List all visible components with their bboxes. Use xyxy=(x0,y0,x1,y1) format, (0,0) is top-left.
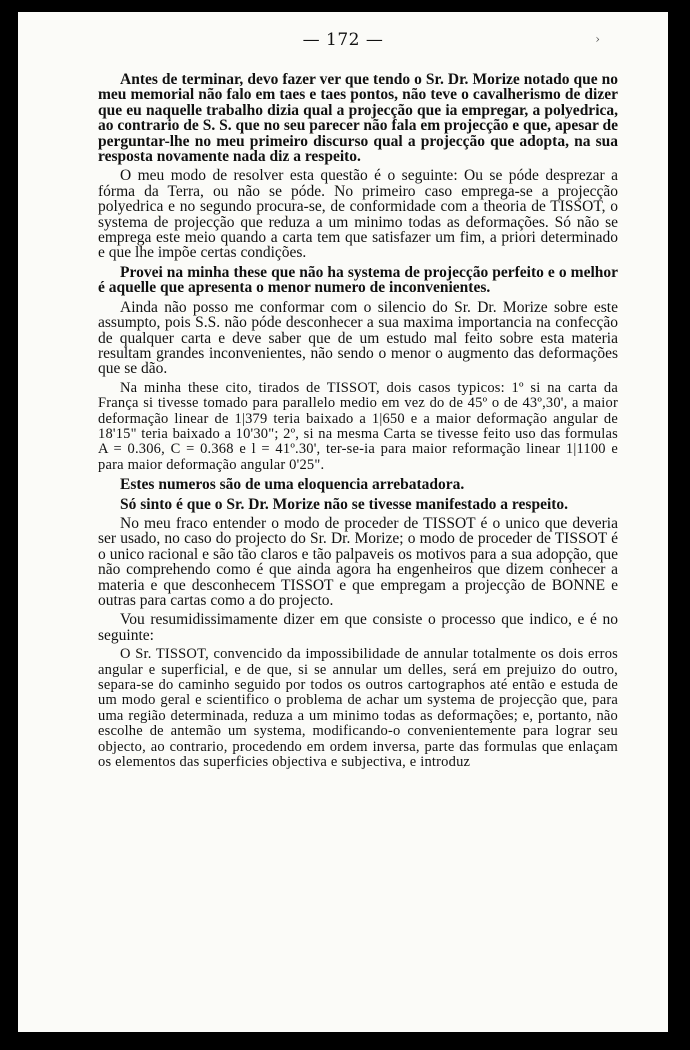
paragraph: O meu modo de resolver esta questão é o seguinte: Ou se póde desprezar a fórma da Terra, ou não se póde. No primeiro caso emprega-se a projecção polyedrica e no segundo procura-se, de conformidade com a theoria de TISSOT, o systema de projecção que reduza a um minimo todas as deformações. Só não se emprega este meio quando a carta tem que satisfazer um fim, a priori determinado e que lhe impõe certas condições. xyxy=(98,167,618,262)
paragraph: No meu fraco entender o modo de proceder de TISSOT é o unico que deveria ser usado, no caso do projecto do Sr. Dr. Morize; o modo de proceder de TISSOT é o unico racional e são tão claros e tão palpaveis os motivos para a sua adopção, que não comprehendo como é que ainda agora ha engenheiros que dizem conhecer a materia e que desconhecem TISSOT e que empregam a projecção de BONNE e outras para cartas como a do projecto. xyxy=(98,514,618,609)
paragraph: Ainda não posso me conformar com o silencio do Sr. Dr. Morize sobre este assumpto, pois S.S. não póde desconhecer a sua maxima importancia na confecção de qualquer carta e deve saber que de um estudo mal feito sobre esta materia resultam grandes inconvenientes, não sendo o menor o augmento das deformações que se dão. xyxy=(98,298,618,378)
body-text xyxy=(98,72,618,774)
corner-mark: › xyxy=(595,32,600,46)
paragraph: Só sinto é que o Sr. Dr. Morize não se tivesse manifestado a respeito. xyxy=(120,495,569,513)
paragraph: Antes de terminar, devo fazer ver que tendo o Sr. Dr. Morize notado que no meu memorial não falo em taes e taes pontos, não teve o cavalherismo de dizer que eu naquelle trabalho dizia qual a projecção que ia empregar, a polyedrica, ao contrario de S. S. que no seu parecer não fala em projecção e que, apesar de perguntar-lhe no meu primeiro discurso qual a projecção que adopta, na sua resposta novamente nada diz a respeito. xyxy=(98,71,618,166)
paragraph: O Sr. TISSOT, convencido da impossibilidade de annular totalmente os dois erros angular e superficial, e de que, si se annular um delles, será em prejuizo do outro, separa-se do caminho seguido por todos os outros cartographos até então e estuda de um modo geral e scientifico o problema de achar um systema de projecção que, para uma região determinada, reduza a um minimo todas as deformações; e, portanto, não escolhe de antemão um systema, modificando-o convenientemente para lograr seu objecto, ao contrario, procedendo em ordem inversa, parte das formulas que enlaçam os elementos das superficies objectiva e subjectiva, e introduz xyxy=(98,646,618,771)
paragraph: Provei na minha these que não ha systema de projecção perfeito e o melhor é aquelle que apresenta o menor numero de inconvenientes. xyxy=(98,263,618,297)
scanned-page xyxy=(18,12,668,1032)
paragraph: Estes numeros são de uma eloquencia arrebatadora. xyxy=(120,476,465,494)
paragraph: Na minha these cito, tirados de TISSOT, dois casos typicos: 1º si na carta da França si tivesse tomado para parallelo medio em vez do de 45º o de 43º,30', a maior deformação linear de 1|379 teria baixado a 1|650 e a maior deformação angular de 18'15" teria baixado a 10'30"; 2º, si na mesma Carta se tivesse feito uso das formulas A = 0.306, C = 0.368 e l = 41º.30', ter-se-ia para maior reformação linear 1|1100 e para maior deformação angular 0'25". xyxy=(98,379,618,473)
page-number: — 172 — xyxy=(302,30,384,50)
paragraph: Vou resumidissimamente dizer em que consiste o processo que indico, e é no seguinte: xyxy=(98,611,618,644)
